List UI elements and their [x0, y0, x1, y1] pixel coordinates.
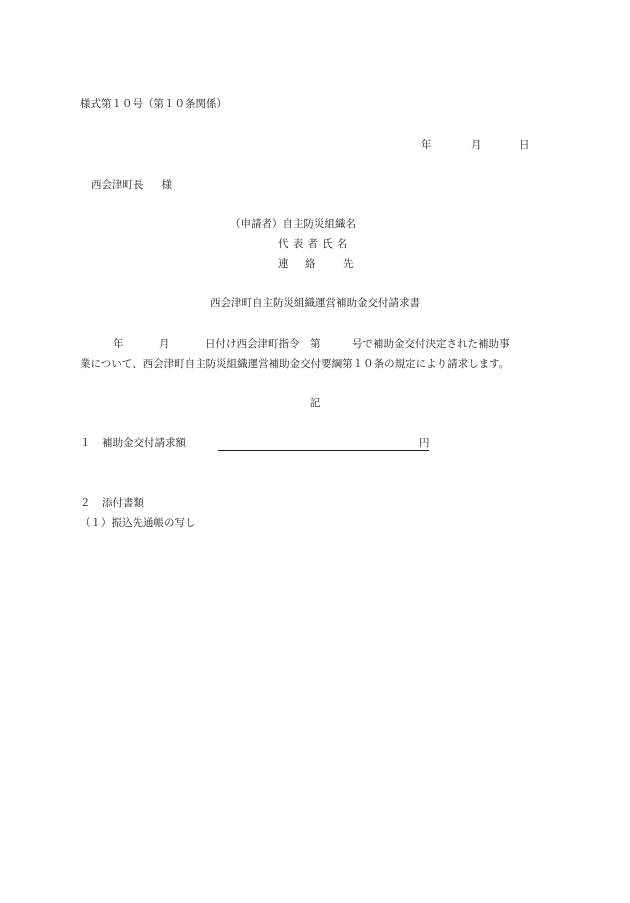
item-2-number: ２ [80, 497, 91, 509]
item-1-label: 補助金交付請求額 [102, 437, 186, 449]
body-date-text: 日付け西会津町指令 第 号で補助金交付決定された補助事 [205, 338, 510, 350]
amount-underline [218, 450, 429, 451]
item-1-number: １ [80, 437, 91, 449]
addressee-honorific: 様 [161, 179, 172, 191]
item-1 [80, 438, 186, 449]
contact-char: 連 [278, 258, 289, 270]
yen-unit: 円 [419, 437, 430, 449]
contact-char: 絡 [305, 258, 316, 270]
applicant-label: （申請者） [230, 218, 283, 230]
addressee [91, 180, 172, 191]
item-2 [80, 498, 144, 509]
contact-label [278, 259, 354, 270]
body-text-line-2: 業について、西会津町自主防災組織運営補助金交付要綱第１０条の規定により請求します。 [80, 358, 510, 370]
form-number: 様式第１０号（第１０条関係） [80, 98, 227, 110]
date-day: 日 [519, 139, 530, 151]
addressee-name: 西会津町長 [91, 179, 144, 191]
body-month: 月 [159, 338, 170, 350]
document-title: 西会津町自主防災組織運営補助金交付請求書 [210, 297, 420, 309]
representative-name-label: 代表者氏名 [278, 238, 352, 250]
date-year: 年 [421, 139, 432, 151]
body-text-line-1 [113, 339, 510, 350]
date-month: 月 [471, 139, 482, 151]
body-year: 年 [113, 338, 124, 350]
applicant-organization-row [230, 219, 356, 230]
contact-char: 先 [343, 258, 354, 270]
item-2-label: 添付書類 [102, 497, 144, 509]
attachment-item-1: （１）振込先通帳の写し [80, 517, 196, 529]
date-line [421, 140, 530, 151]
ki-heading: 記 [309, 397, 321, 409]
organization-name-label: 自主防災組織名 [282, 218, 356, 230]
